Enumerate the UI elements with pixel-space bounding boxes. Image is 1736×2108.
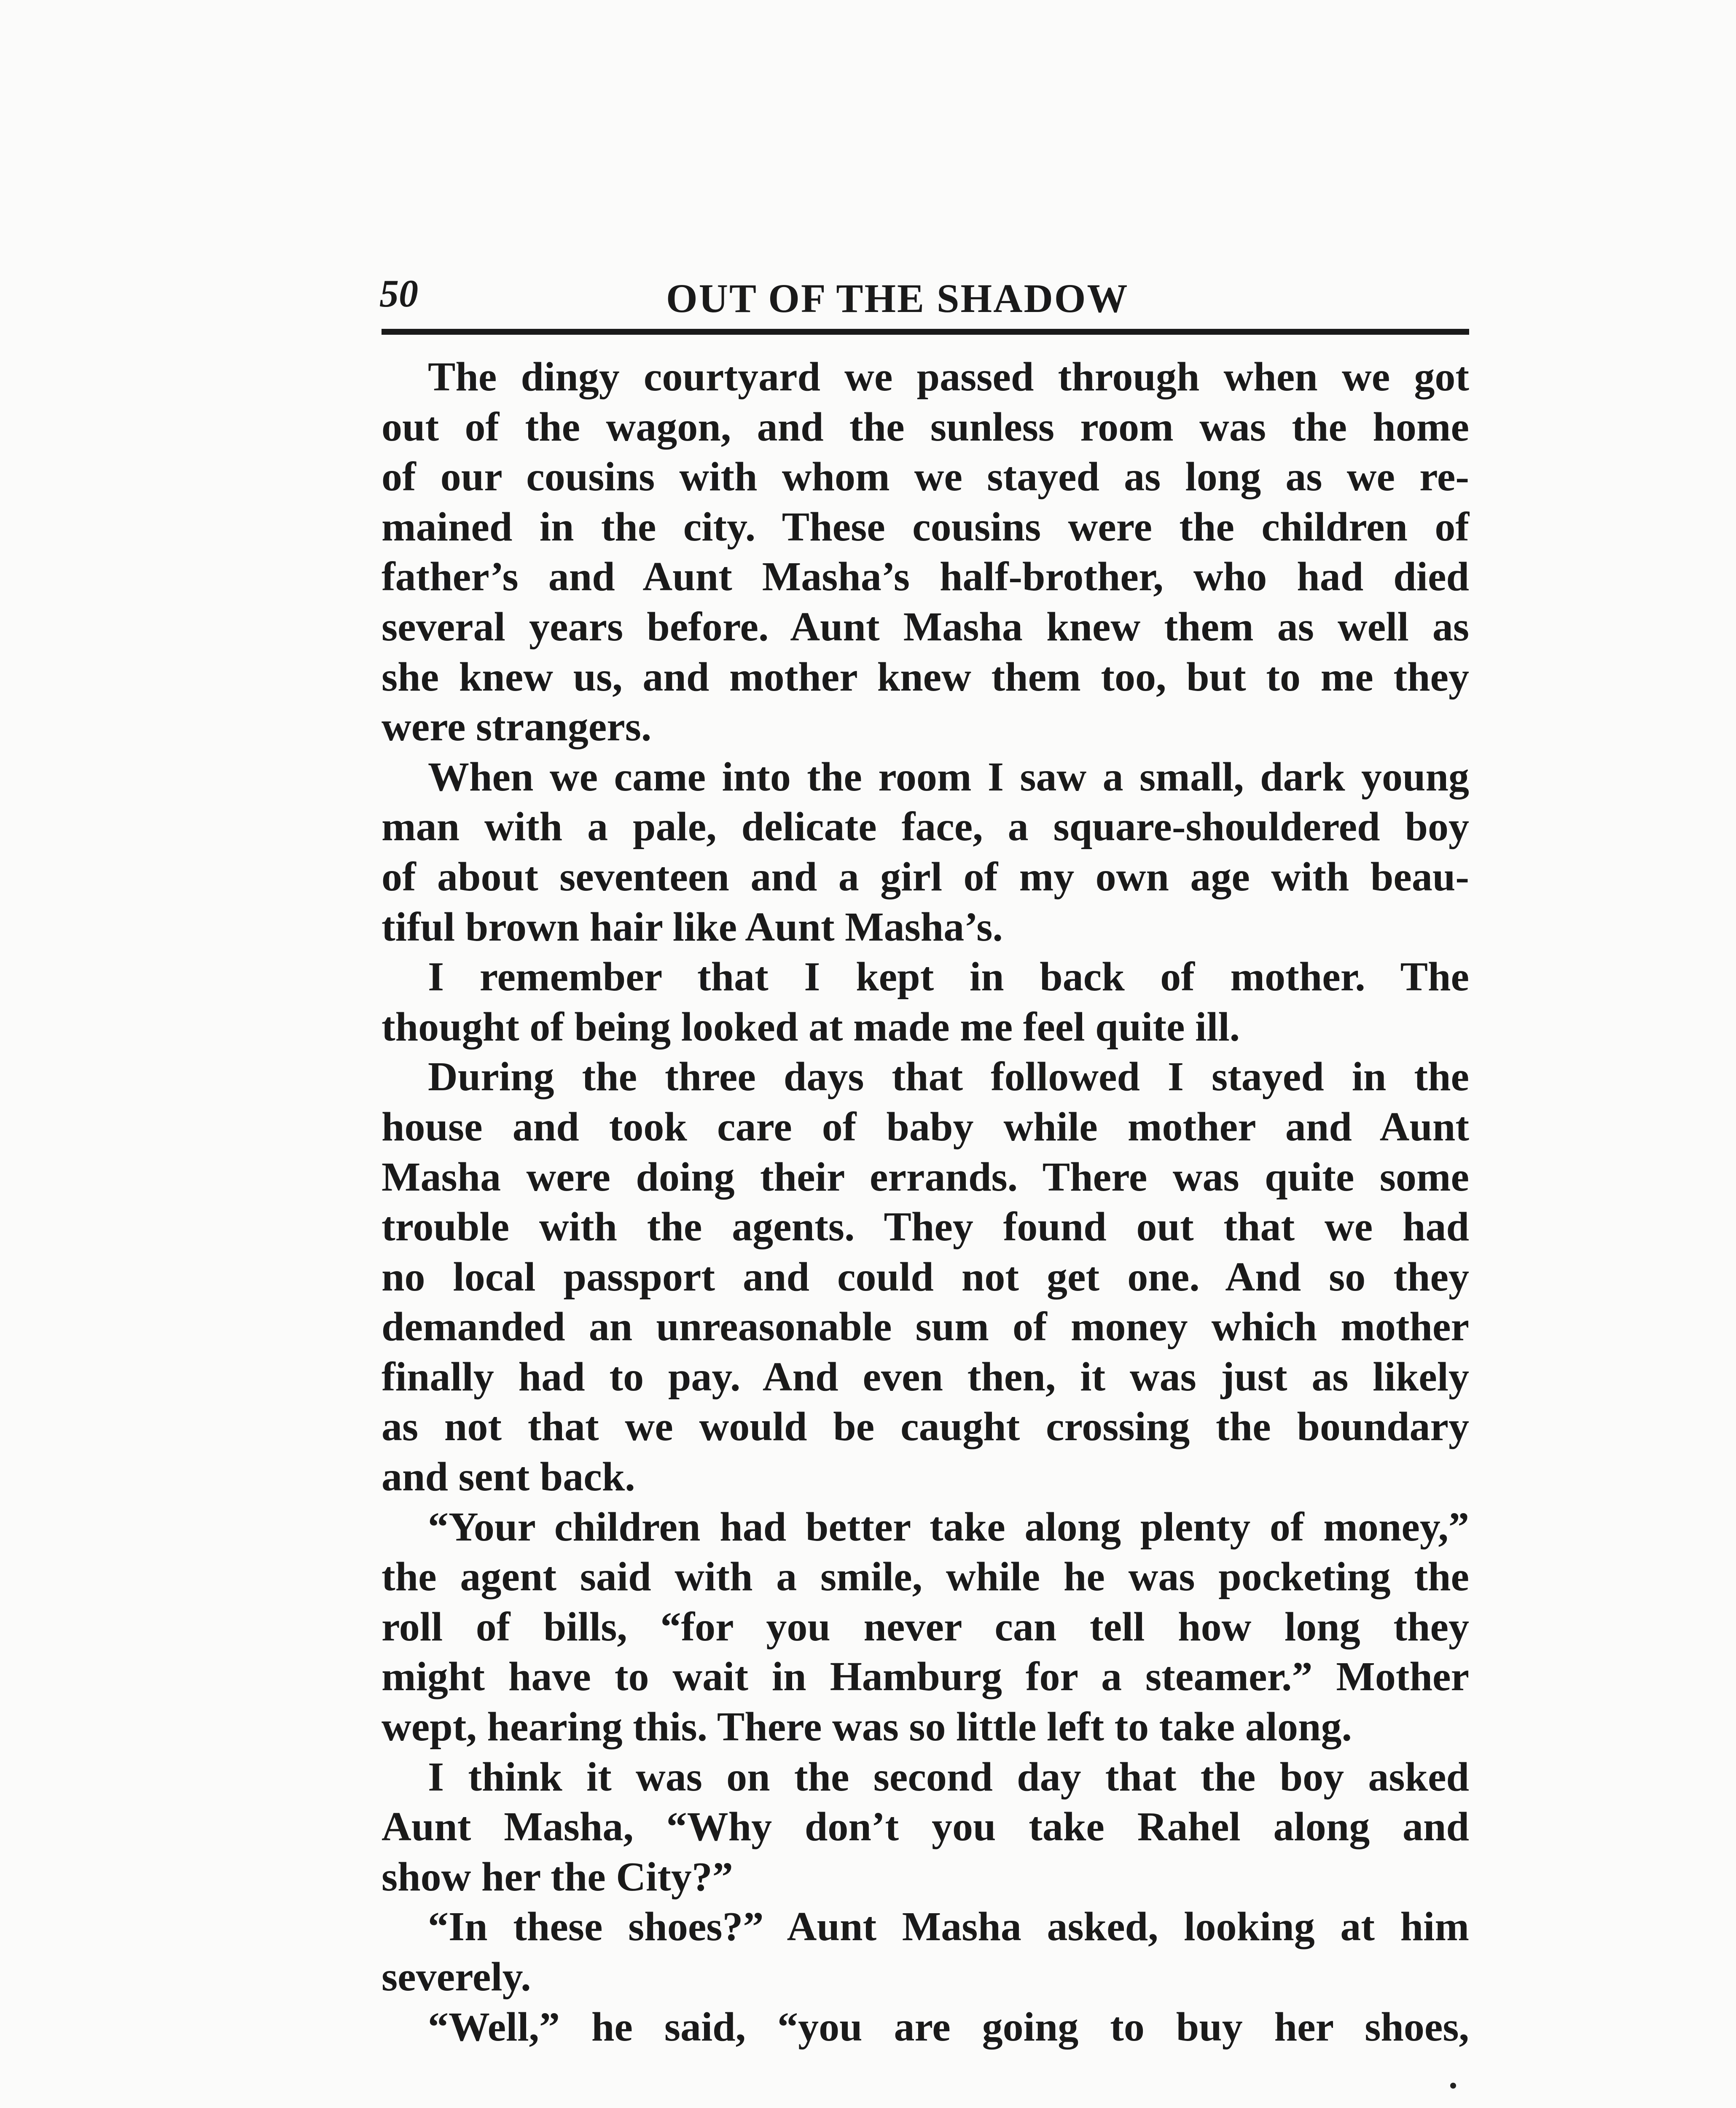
- running-head: OUT OF THE SHADOW: [666, 276, 1129, 321]
- text-line: When we came into the room I saw a small, dark young: [428, 754, 1469, 800]
- text-line: she knew us, and mother knew them too, but to me they: [382, 654, 1469, 700]
- text-line: “In these shoes?” Aunt Masha asked, looking at him: [428, 1904, 1469, 1950]
- text-line: tiful brown hair like Aunt Masha’s.: [382, 904, 1003, 950]
- text-line: wept, hearing this. There was so little left to take along.: [382, 1704, 1352, 1750]
- text-line: several years before. Aunt Masha knew them as well as: [382, 604, 1469, 650]
- text-line: finally had to pay. And even then, it was just as likely: [382, 1354, 1469, 1400]
- text-line: as not that we would be caught crossing the boundary: [382, 1404, 1469, 1450]
- text-line: were strangers.: [382, 704, 652, 750]
- text-line: out of the wagon, and the sunless room was the home: [382, 404, 1469, 450]
- page-number: 50: [379, 272, 418, 315]
- text-line: “Your children had better take along plenty of money,”: [428, 1504, 1469, 1550]
- text-line: severely.: [382, 1954, 531, 2000]
- text-line: man with a pale, delicate face, a square-shouldered boy: [382, 804, 1469, 850]
- text-line: demanded an unreasonable sum of money which mother: [382, 1304, 1469, 1350]
- text-line: might have to wait in Hamburg for a steamer.” Mother: [382, 1654, 1469, 1700]
- text-line: of our cousins with whom we stayed as long as we re-: [382, 454, 1469, 500]
- header-rule: [382, 329, 1469, 335]
- text-line: of about seventeen and a girl of my own age with beau-: [382, 854, 1469, 900]
- text-line: thought of being looked at made me feel quite ill.: [382, 1004, 1240, 1050]
- text-line: house and took care of baby while mother and Aunt: [382, 1104, 1469, 1150]
- text-line: Masha were doing their errands. There was quite some: [382, 1154, 1469, 1200]
- text-line: and sent back.: [382, 1454, 635, 1500]
- stray-mark-dot: [1450, 2083, 1456, 2089]
- text-line: no local passport and could not get one. And so they: [382, 1254, 1469, 1300]
- text-line: During the three days that followed I stayed in the: [428, 1054, 1469, 1100]
- text-line: roll of bills, “for you never can tell how long they: [382, 1604, 1469, 1650]
- text-line: mained in the city. These cousins were the children of: [382, 504, 1469, 550]
- text-line: I remember that I kept in back of mother. The: [428, 954, 1469, 1000]
- text-line: show her the City?”: [382, 1854, 733, 1900]
- text-line: father’s and Aunt Masha’s half-brother, who had died: [382, 554, 1469, 600]
- text-line: trouble with the agents. They found out that we had: [382, 1204, 1469, 1250]
- body-text: [382, 352, 1469, 2052]
- text-line: The dingy courtyard we passed through when we got: [428, 354, 1469, 400]
- text-line: the agent said with a smile, while he was pocketing the: [382, 1554, 1469, 1600]
- text-line: I think it was on the second day that the boy asked: [428, 1754, 1469, 1800]
- text-line: Aunt Masha, “Why don’t you take Rahel along and: [382, 1804, 1469, 1850]
- text-line: “Well,” he said, “you are going to buy her shoes,: [428, 2004, 1469, 2050]
